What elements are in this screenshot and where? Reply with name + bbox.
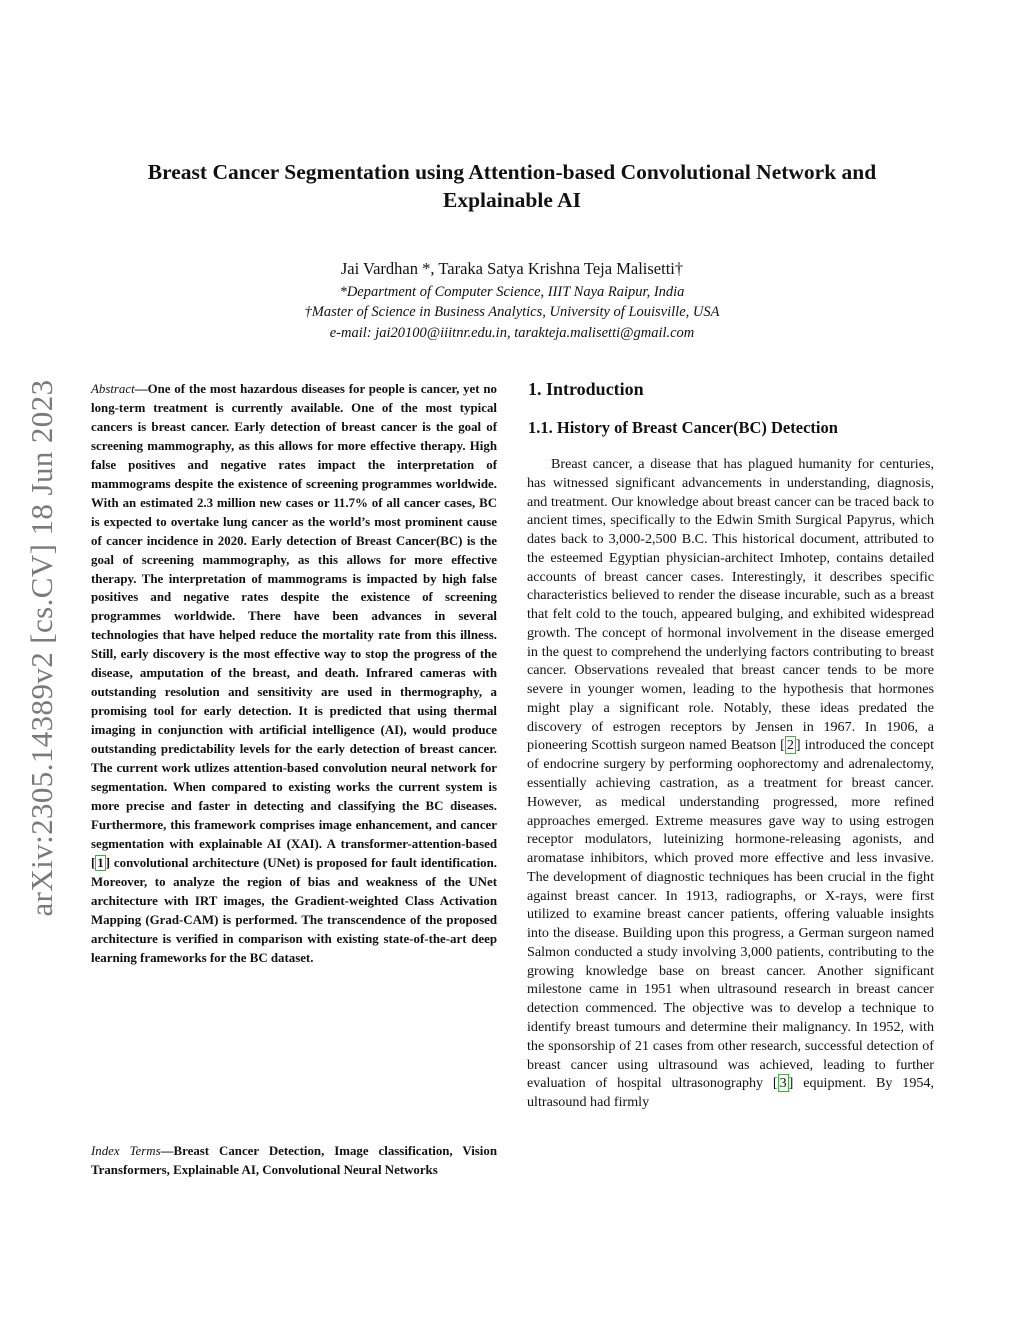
paper-title: Breast Cancer Segmentation using Attention-based Convolutional Network and Explainable AI xyxy=(147,160,877,212)
affiliation-2: †Master of Science in Business Analytics, University of Louisville, USA xyxy=(304,304,720,320)
abstract-text-2: convolutional architecture (UNet) is proposed for fault identification. Moreover, to analyze the region of bias and weakness of the UNet architecture with IRT images, the Gradient-weighted Class Activation Mapping (Grad-CAM) is performed. The transcendence of the proposed architecture is verified in comparison with existing state-of-the-art deep learning frameworks for the BC dataset. xyxy=(91,855,497,965)
arxiv-watermark: arXiv:2305.14389v2 [cs.CV] 18 Jun 2023 xyxy=(24,379,59,917)
section-heading: 1. Introduction xyxy=(528,379,644,399)
introduction-body: Breast cancer, a disease that has plagued humanity for centuries, has witnessed significant advancements in understanding, diagnosis, and treatment. Our knowledge about breast cancer can be traced back to ancient times, specifically to the Edwin Smith Surgical Papyrus, which dates back to 3,000-2,500 B.C. This historical document, attributed to the esteemed Egyptian physician-architect Imhotep, contains detailed accounts of breast cancer cases. Interestingly, it describes specific characteristics believed to render the disease incurable, such as a breast that felt cold to the touch, appeared bulging, and exhibited widespread growth. The concept of hormonal involvement in the disease emerged in the quest to comprehend the underlying factors contributing to breast cancer. Observations revealed that breast cancer tends to be more severe in younger women, leading to the hypothesis that hormones might play a significant role. Notably, these ideas predated the discovery of estrogen receptors by Jensen in 1967. In 1906, a pioneering Scottish surgeon named Beatson [ 2 ] introduced the concept of endocrine surgery by performing oophorectomy and adrenalectomy, essentially achieving castration, as a treatment for breast cancer. However, as medical understanding progressed, more refined approaches emerged. Extreme measures gave way to using estrogen receptor modulators, luteinizing hormone-releasing agonists, and aromatase inhibitors, which proved more effective and less invasive. The development of diagnostic techniques has been crucial in the fight against breast cancer. In 1913, radiographs, or X-rays, were first utilized to examine breast cancer patients, offering valuable insights into the disease. Building upon this progress, a German surgeon named Salmon conducted a study involving 3,000 patients, contributing to the growing knowledge base on breast cancer. Another significant milestone came in 1951 when ultrasound research in breast cancer detection commenced. The objective was to develop a technique to identify breast tumours and determine their malignancy. In 1952, with the sponsorship of 21 cases from other research, successful detection of breast cancer using ultrasound was achieved, leading to further evaluation of hospital ultrasonography [ 3 ] equipment. By 1954, ultrasound had firmly xyxy=(527,456,934,1111)
index-terms-label: Index Terms xyxy=(91,1144,161,1158)
author-names: Jai Vardhan *, Taraka Satya Krishna Teja Malisetti† xyxy=(340,259,684,278)
intro-text-2: introduced the concept of endocrine surgery by performing oophorectomy and adrenalectomy, essentially achieving castration, as a treatment for breast cancer. However, as medical understanding progressed, more refined approaches emerged. Extreme measures gave way to using estrogen receptor modulators, luteinizing hormone-releasing agonists, and aromatase inhibitors, which proved more effective and less invasive. The development of diagnostic techniques has been crucial in the fight against breast cancer. In 1913, radiographs, or X-rays, were first utilized to examine breast cancer patients, offering valuable insights into the disease. Building upon this progress, a German surgeon named Salmon conducted a study involving 3,000 patients, contributing to the growing knowledge base on breast cancer. Another significant milestone came in 1951 when ultrasound research in breast cancer detection commenced. The objective was to develop a technique to identify breast tumours and determine their malignancy. In 1952, with the sponsorship of 21 cases from other research, successful detection of breast cancer using ultrasound was achieved, leading to further evaluation of hospital ultrasonography xyxy=(527,737,934,1092)
abstract-label: Abstract xyxy=(91,382,135,396)
subsection-heading: 1.1. History of Breast Cancer(BC) Detection xyxy=(528,418,838,437)
index-terms xyxy=(91,1142,497,1180)
citation-link-2[interactable]: 2 xyxy=(786,737,794,754)
index-terms-text: —Breast Cancer Detection, Image classification, Vision Transformers, Explainable AI, Convolutional Neural Networks xyxy=(91,1144,497,1177)
abstract: Abstract—One of the most hazardous diseases for people is cancer, yet no long-term treatment is currently available. One of the most typical cancers is breast cancer. Early detection of breast cancer is the goal of screening mammography, as this allows for more effective therapy. High false positives and negative rates impact the interpretation of mammograms despite the existence of screening programmes worldwide. With an estimated 2.3 million new cases or 11.7% of all cancer cases, BC is expected to overtake lung cancer as the world’s most prominent cause of cancer incidence in 2020. Early detection of Breast Cancer(BC) is the goal of screening mammography, as this allows for more effective therapy. The interpretation of mammograms is impacted by high false positives and negative rates despite the existence of screening programmes worldwide. There have been advances in several technologies that have helped reduce the mortality rate from this illness. Still, early discovery is the most effective way to stop the progress of the disease, amputation of the breast, and death. Infrared cameras with outstanding resolution and sensitivity are used in thermography, a promising tool for early detection. It is predicted that using thermal imaging in conjunction with artificial intelligence (AI), would produce outstanding predictability levels for the early detection of breast cancer. The current work utlizes attention-based convolution neural network for segmentation. When compared to existing works the current system is more precise and faster in detecting and classifying the BC diseases. Furthermore, this framework comprises image enhancement, and cancer segmentation with explainable AI (XAI). A transformer-attention-based [ 1 ] convolutional architecture (UNet) is proposed for fault identification. Moreover, to analyze the region of bias and weakness of the UNet architecture with IRT images, the Gradient-weighted Class Activation Mapping (Grad-CAM) is performed. The transcendence of the proposed architecture is verified in comparison with existing state-of-the-art deep learning frameworks for the BC dataset. xyxy=(91,382,497,965)
citation-link-3[interactable]: 3 xyxy=(779,1075,787,1092)
intro-text-1: Breast cancer, a disease that has plagued humanity for centuries, has witnessed significant advancements in understanding, diagnosis, and treatment. Our knowledge about breast cancer can be traced back to ancient times, specifically to the Edwin Smith Surgical Papyrus, which dates back to 3,000-2,500 B.C. This historical document, attributed to the esteemed Egyptian physician-architect Imhotep, contains detailed accounts of breast cancer cases. Interestingly, it describes specific characteristics believed to render the disease incurable, such as a breast that felt cold to the touch, appeared bulging, and exhibited widespread growth. The concept of hormonal involvement in the disease emerged in the quest to comprehend the underlying factors contributing to breast cancer. Observations revealed that breast cancer tends to be more severe in younger women, leading to the hypothesis that hormones might play a significant role. Notably, these ideas predated the discovery of estrogen receptors by Jensen in 1967. In 1906, a pioneering Scottish surgeon named Beatson xyxy=(527,456,934,754)
author-emails: e-mail: jai20100@iiitnr.edu.in, tarakteja.malisetti@gmail.com xyxy=(329,325,695,341)
citation-link-1[interactable]: 1 xyxy=(97,855,104,870)
abstract-text-1: —One of the most hazardous diseases for people is cancer, yet no long-term treatment is currently available. One of the most typical cancers is breast cancer. Early detection of breast cancer is the goal of screening mammography, as this allows for more effective therapy. High false positives and negative rates impact the interpretation of mammograms despite the existence of screening programmes worldwide. With an estimated 2.3 million new cases or 11.7% of all cancer cases, BC is expected to overtake lung cancer as the world’s most prominent cause of cancer incidence in 2020. Early detection of Breast Cancer(BC) is the goal of screening mammography, as this allows for more effective therapy. The interpretation of mammograms is impacted by high false positives and negative rates despite the existence of screening programmes worldwide. There have been advances in several technologies that have helped reduce the mortality rate from this illness. Still, early discovery is the most effective way to stop the progress of the disease, amputation of the breast, and death. Infrared cameras with outstanding resolution and sensitivity are used in thermography, a promising tool for early detection. It is predicted that using thermal imaging in conjunction with artificial intelligence (AI), would produce outstanding predictability levels for the early detection of breast cancer. The current work utlizes attention-based convolution neural network for segmentation. When compared to existing works the current system is more precise and faster in detecting and classifying the BC diseases. Furthermore, this framework comprises image enhancement, and cancer segmentation with explainable AI (XAI). A transformer-attention-based xyxy=(91,382,497,851)
intro-text-3: equipment. By 1954, ultrasound had firmly xyxy=(527,1075,934,1111)
affiliation-1: *Department of Computer Science, IIIT Naya Raipur, India xyxy=(339,284,685,300)
